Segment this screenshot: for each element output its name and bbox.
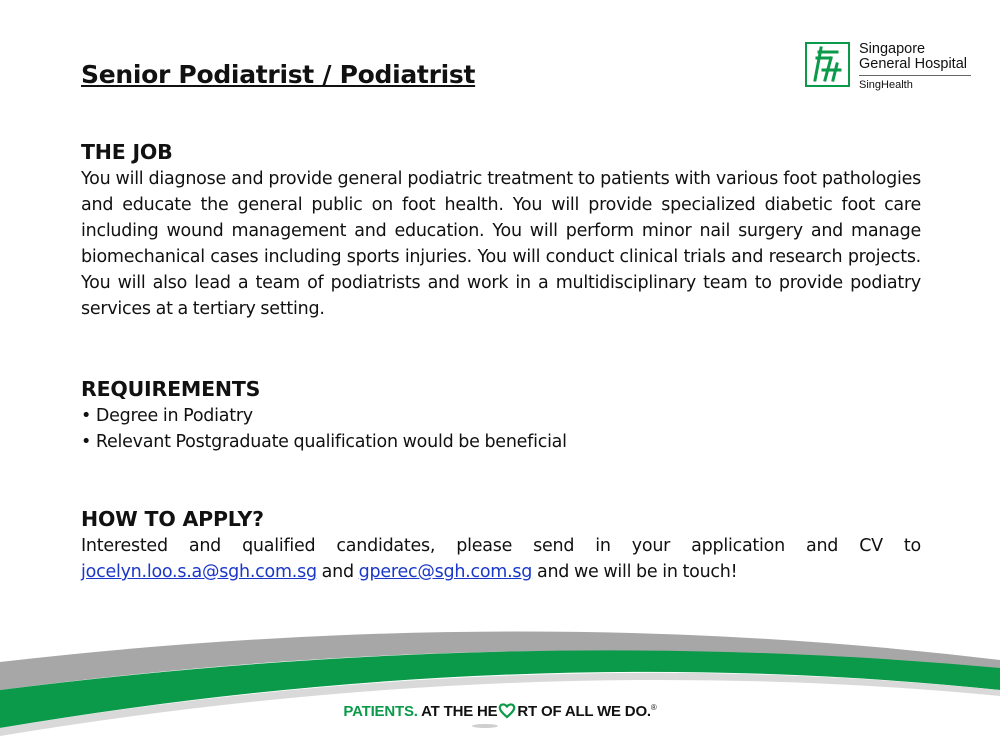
- tagline-patients: PATIENTS.: [343, 703, 418, 720]
- job-heading: THE JOB: [81, 140, 173, 164]
- apply-instructions: [81, 533, 921, 585]
- email-link-gperec[interactable]: gperec@sgh.com.sg: [358, 562, 533, 582]
- logo-name-line2: General Hospital: [859, 56, 967, 72]
- heart-shadow: [472, 724, 498, 728]
- tagline-part3: RT OF ALL WE DO.: [517, 703, 651, 720]
- apply-section: [81, 505, 921, 585]
- apply-joiner: and: [321, 562, 354, 582]
- list-item: • Degree in Podiatry: [81, 406, 253, 426]
- registered-mark: ®: [650, 703, 657, 712]
- requirements-list: [81, 403, 921, 455]
- apply-text-end: and we will be in touch!: [536, 562, 738, 582]
- sgh-logo: [805, 42, 975, 98]
- apply-heading: HOW TO APPLY?: [81, 507, 264, 531]
- list-item: • Relevant Postgraduate qualification would be beneficial: [81, 432, 567, 452]
- requirements-section: [81, 375, 921, 455]
- job-section: [81, 138, 921, 322]
- sgh-emblem-icon: [805, 42, 850, 87]
- page-title: Senior Podiatrist / Podiatrist: [81, 60, 476, 89]
- apply-text-start: Interested and qualified candidates, please send in your application and CV to: [81, 536, 921, 556]
- logo-hospital-name: [859, 42, 967, 72]
- tagline-part2: AT THE HE: [421, 703, 498, 720]
- heart-icon: [498, 702, 516, 723]
- job-description: You will diagnose and provide general podiatric treatment to patients with various foot pathologies and educate the general public on foot health. You will provide specialized diabetic foot care including wound management and education. You will perform minor nail surgery and manage biomechanical cases including sports injuries. You will conduct clinical trials and research projects. You will also lead a team of podiatrists and work in a multidisciplinary team to provide podiatry services at a tertiary setting.: [81, 169, 921, 319]
- requirements-heading: REQUIREMENTS: [81, 377, 261, 401]
- footer-tagline: [0, 702, 1000, 723]
- logo-divider: [859, 75, 971, 76]
- email-link-jocelyn[interactable]: jocelyn.loo.s.a@sgh.com.sg: [81, 562, 317, 582]
- logo-subbrand: SingHealth: [859, 79, 913, 91]
- logo-name-line1: Singapore: [859, 41, 926, 57]
- footer-swoosh: [0, 610, 1000, 750]
